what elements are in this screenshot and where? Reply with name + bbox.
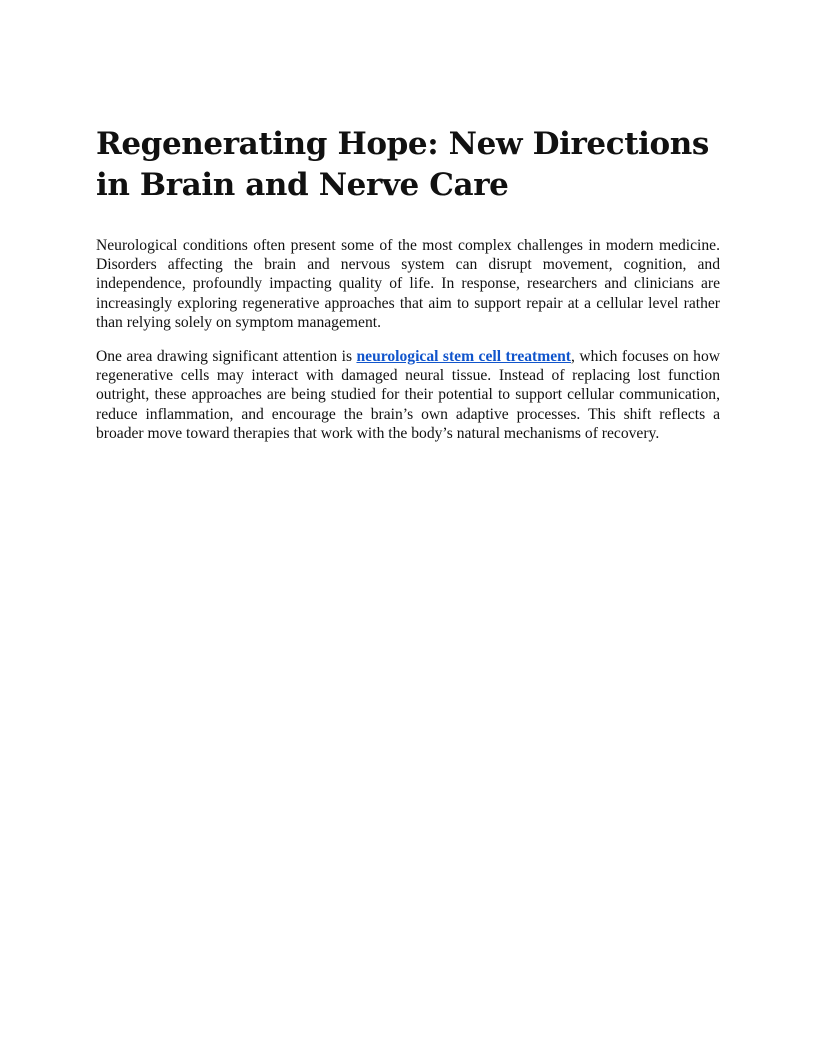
stem-cell-treatment-link[interactable]: neurological stem cell treatment — [356, 348, 572, 366]
paragraph-text-before-link: One area drawing significant attention is — [96, 348, 357, 366]
page-title: Regenerating Hope: New Directions in Brain and Nerve Care — [96, 126, 709, 203]
stem-cell-paragraph — [96, 347, 720, 443]
intro-paragraph: Neurological conditions often present some of the most complex challenges in modern medicine. Disorders affecting the brain and nervous system can disrupt movement, cognition, and independence, profoundly impacting quality of life. In response, researchers and clinicians are increasingly exploring regenerative approaches that aim to support repair at a cellular level rather than relying solely on symptom management. — [96, 237, 720, 331]
paragraph-text-after-link: , which focuses on how regenerative cells may interact with damaged neural tissue. Instead of replacing lost function outright, these approaches are being studied for their potential to support cellular communication, reduce inflammation, and encourage the brain’s own adaptive processes. This shift reflects a broader move toward therapies that work with the body’s natural mechanisms of recovery. — [96, 348, 720, 442]
document-page — [96, 124, 720, 443]
